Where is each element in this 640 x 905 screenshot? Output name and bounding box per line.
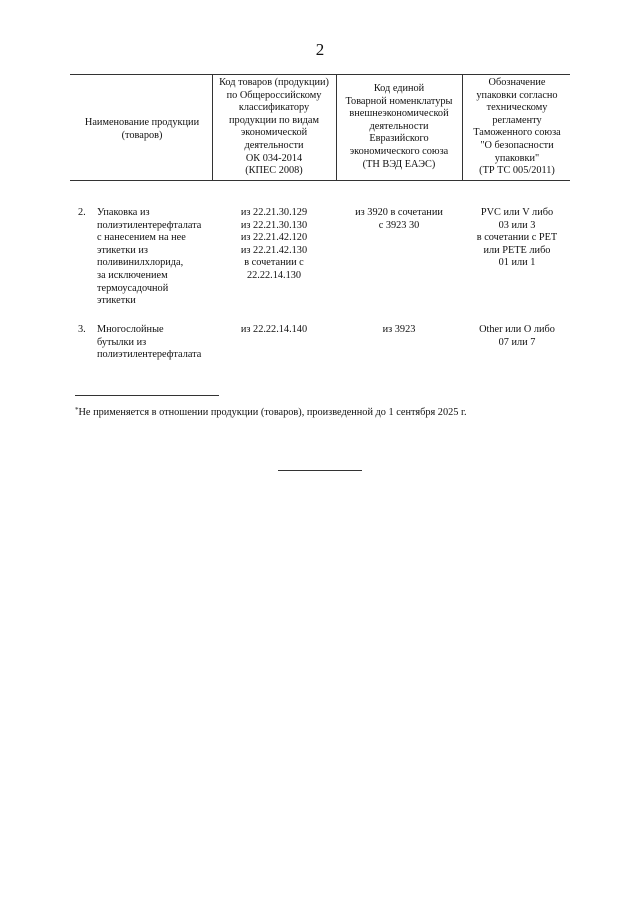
product-name-line: этикетки из — [97, 244, 148, 256]
product-name-line: Упаковка из — [97, 207, 150, 218]
table-header-rule — [70, 180, 570, 181]
row-number: 2. — [78, 207, 86, 218]
header-line: Обозначение — [488, 77, 546, 88]
page-number: 2 — [315, 40, 325, 59]
packaging-marking-line: в сочетании с PET — [476, 232, 558, 244]
product-name-line: термоусадочной — [97, 282, 169, 294]
header-line: Код единой — [373, 83, 425, 94]
okpd-code-line: 22.22.14.130 — [246, 269, 302, 281]
header-line: (ТН ВЭД ЕАЭС) — [362, 158, 436, 170]
product-name-line: за исключением — [97, 269, 168, 281]
header-line: продукции по видам — [229, 114, 319, 126]
footnote-mark: * — [75, 406, 79, 414]
header-tnved-code — [338, 83, 460, 171]
packaging-marking-line: или PETE либо — [483, 244, 551, 256]
cell-product-name — [97, 324, 211, 362]
okpd-code-line: из 22.22.14.140 — [240, 324, 308, 335]
table-top-rule — [70, 74, 570, 75]
end-of-document-rule — [278, 470, 362, 471]
packaging-marking-line: Other или O либо — [479, 324, 555, 335]
packaging-marking-line: PVC или V либо — [480, 207, 554, 218]
okpd-code-line: из 22.21.42.120 — [240, 232, 308, 244]
header-line: Наименование продукции — [84, 117, 200, 128]
tnved-code-line: из 3923 — [382, 324, 416, 335]
header-line: Таможенного союза — [473, 127, 561, 139]
header-line: Евразийского — [369, 133, 429, 145]
header-line: (ТР ТС 005/2011) — [479, 165, 555, 177]
header-line: техническому — [486, 102, 548, 114]
packaging-marking-line: 03 или 3 — [498, 219, 536, 231]
header-line: регламенту — [492, 114, 542, 126]
footnote — [75, 406, 595, 419]
table-column-divider — [462, 74, 463, 180]
packaging-marking-line: 01 или 1 — [498, 257, 536, 269]
header-line: упаковки" — [494, 152, 540, 164]
header-line: (товаров) — [121, 129, 163, 141]
header-packaging-marking — [464, 77, 570, 178]
table-column-divider — [336, 74, 337, 180]
footnote-rule — [75, 395, 219, 396]
table-column-divider — [212, 74, 213, 180]
header-line: деятельности — [369, 120, 429, 132]
header-line: ОК 034-2014 — [245, 152, 303, 164]
header-line: внешнеэкономической — [349, 108, 449, 120]
header-line: по Общероссийскому — [226, 89, 322, 101]
packaging-marking-line: 07 или 7 — [498, 336, 536, 348]
cell-okpd-code — [214, 324, 334, 337]
header-line: экономического союза — [349, 145, 449, 157]
product-name-line: Многослойные — [97, 324, 164, 335]
cell-okpd-code — [214, 207, 334, 283]
header-line: Код товаров (продукции) — [219, 77, 329, 88]
row-number: 3. — [78, 324, 86, 335]
okpd-code-line: из 22.21.30.130 — [240, 219, 308, 231]
header-line: деятельности — [244, 139, 304, 151]
header-line: упаковки согласно — [476, 89, 558, 101]
okpd-code-line: из 22.21.42.130 — [240, 244, 308, 256]
header-line: (КПЕС 2008) — [245, 165, 303, 177]
header-line: экономической — [240, 127, 308, 139]
header-line: Товарной номенклатуры — [345, 95, 453, 107]
header-product-name — [74, 117, 210, 142]
tnved-code-line: с 3923 30 — [378, 219, 420, 231]
tnved-code-line: из 3920 в сочетании — [355, 207, 443, 218]
product-name-line: поливинилхлорида, — [97, 257, 184, 269]
product-name-line: этикетки — [97, 295, 136, 307]
product-name-line: бутылки из — [97, 336, 147, 348]
header-line: классификатору — [238, 102, 310, 114]
product-name-line: полиэтилентерефталата — [97, 219, 202, 231]
okpd-code-line: из 22.21.30.129 — [240, 207, 308, 218]
header-line: "О безопасности — [480, 139, 554, 151]
cell-tnved-code — [338, 207, 460, 232]
cell-product-name — [97, 207, 211, 308]
product-name-line: полиэтилентерефталата — [97, 349, 202, 361]
cell-tnved-code — [338, 324, 460, 337]
header-okpd-code — [214, 77, 334, 178]
cell-packaging-marking — [464, 324, 570, 349]
footnote-text: Не применяется в отношении продукции (товаров), произведенной до 1 сентября 2025 г. — [78, 407, 467, 418]
okpd-code-line: в сочетании с — [244, 257, 304, 269]
cell-packaging-marking — [464, 207, 570, 270]
product-name-line: с нанесением на нее — [97, 232, 186, 244]
